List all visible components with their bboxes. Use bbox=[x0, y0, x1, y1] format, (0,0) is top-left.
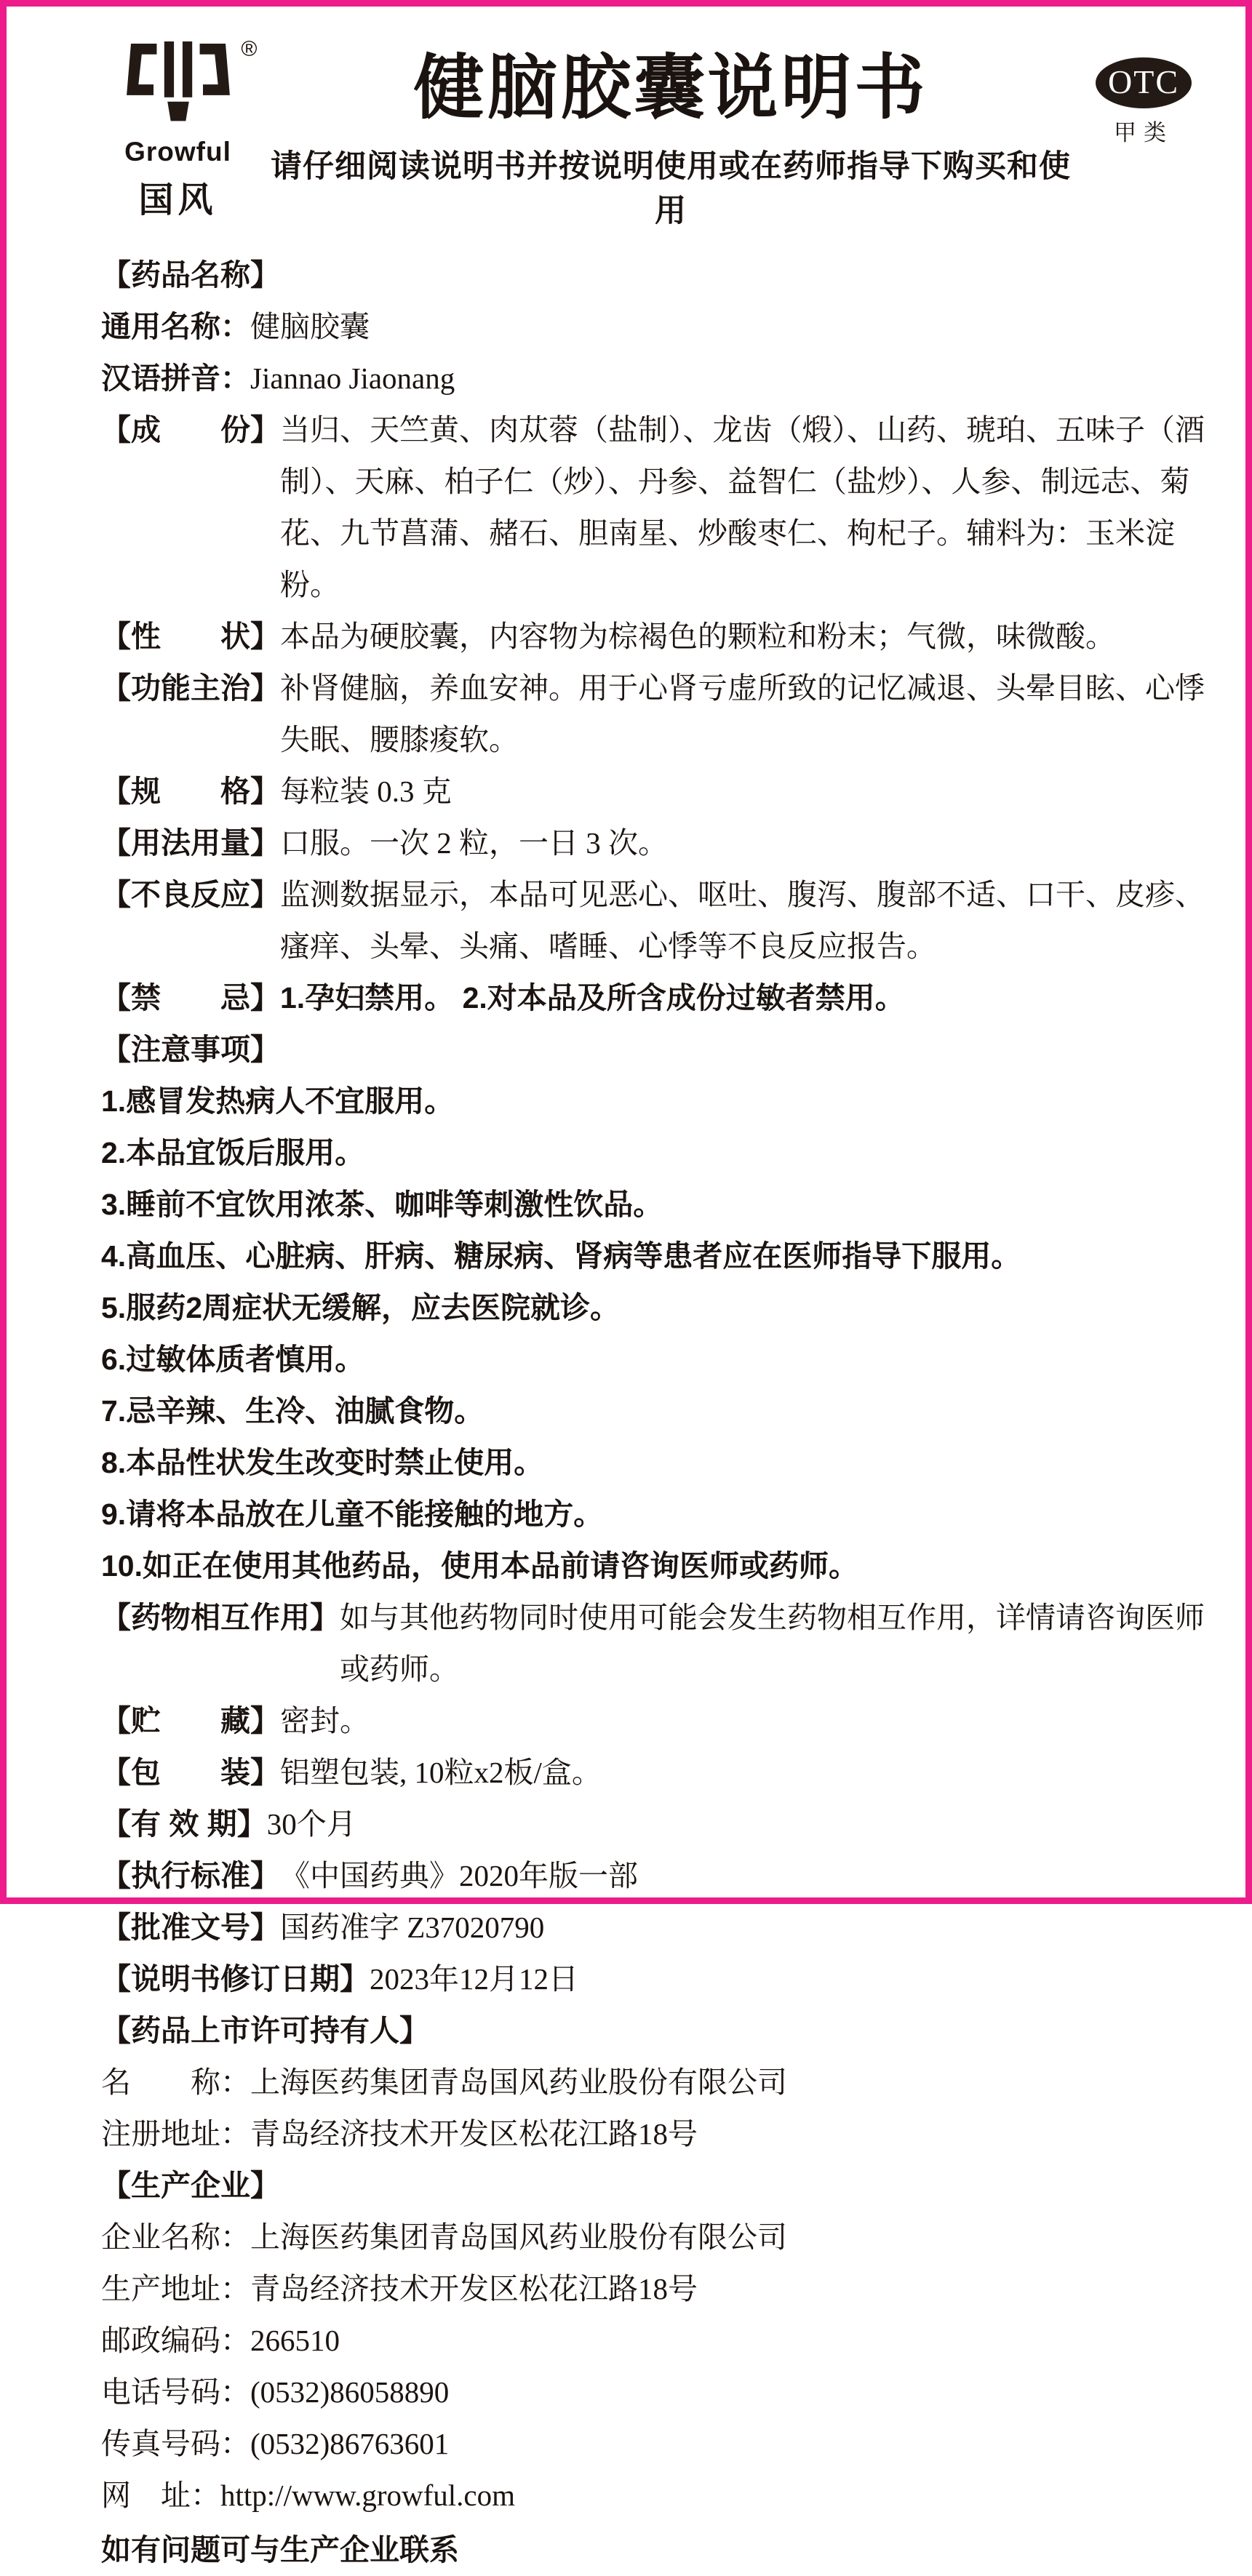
info-row bbox=[101, 2212, 1211, 2263]
otc-badge-icon: OTC bbox=[1096, 57, 1192, 108]
section-label: 【药品名称】 bbox=[101, 257, 280, 292]
section-label: 生产地址： bbox=[101, 2271, 250, 2305]
brand-logo bbox=[92, 37, 263, 222]
info-row bbox=[101, 2470, 1211, 2521]
page-subtitle: 请仔细阅读说明书并按说明使用或在药师指导下购买和使用 bbox=[271, 148, 1071, 228]
section-content: 上海医药集团青岛国风药业股份有限公司 bbox=[250, 2065, 787, 2099]
section-row bbox=[101, 1953, 1211, 2005]
section-heading bbox=[101, 1024, 1211, 1076]
section-label: 通用名称： bbox=[101, 309, 250, 343]
precaution-item bbox=[101, 1231, 1211, 1282]
section-label: 【贮 藏】 bbox=[101, 1703, 280, 1737]
section-content: 补肾健脑，养血安神。用于心肾亏虚所致的记忆减退、头晕目眩、心悸失眠、腰膝痠软。 bbox=[280, 671, 1205, 756]
section-content: 青岛经济技术开发区松花江路18号 bbox=[250, 2271, 698, 2305]
growful-logo-icon bbox=[124, 37, 258, 140]
section-content: 国药准字 Z37020790 bbox=[280, 1910, 545, 1944]
brand-name-cn: 国风 bbox=[138, 181, 218, 220]
section-label: 【药物相互作用】 bbox=[101, 1600, 340, 1634]
section-label: 【不良反应】 bbox=[101, 877, 280, 911]
otc-block bbox=[1078, 41, 1209, 147]
section-label: 【规 格】 bbox=[101, 774, 280, 808]
section-content: 3.睡前不宜饮用浓茶、咖啡等刺激性饮品。 bbox=[101, 1187, 663, 1221]
section-label: 网 址： bbox=[101, 2478, 220, 2512]
info-row bbox=[101, 2263, 1211, 2315]
section-label: 【包 装】 bbox=[101, 1755, 280, 1789]
precaution-item bbox=[101, 1437, 1211, 1489]
section-row bbox=[101, 1902, 1211, 1953]
section-label: 【用法用量】 bbox=[101, 825, 280, 860]
section-label: 【批准文号】 bbox=[101, 1910, 280, 1944]
section-row bbox=[101, 404, 1211, 611]
section-content: (0532)86058890 bbox=[250, 2375, 450, 2409]
title-block bbox=[263, 41, 1078, 231]
section-row bbox=[101, 1850, 1211, 1902]
section-row bbox=[101, 1592, 1211, 1695]
precaution-item bbox=[101, 1385, 1211, 1437]
info-row bbox=[101, 2108, 1211, 2160]
section-content: (0532)86763601 bbox=[250, 2426, 450, 2460]
info-row bbox=[101, 353, 1211, 404]
section-content: 1.感冒发热病人不宜服用。 bbox=[101, 1084, 455, 1118]
info-row bbox=[101, 2367, 1211, 2418]
info-row bbox=[101, 2057, 1211, 2108]
section-heading bbox=[101, 2160, 1211, 2212]
section-label: 【生产企业】 bbox=[101, 2168, 280, 2202]
section-label: 企业名称： bbox=[101, 2220, 250, 2254]
section-row bbox=[101, 1695, 1211, 1747]
leaflet-header bbox=[7, 7, 1245, 231]
section-label: 名 称： bbox=[101, 2065, 250, 2099]
section-label: 汉语拼音： bbox=[101, 361, 250, 395]
section-content: 8.本品性状发生改变时禁止使用。 bbox=[101, 1445, 544, 1479]
section-content: 30个月 bbox=[266, 1807, 356, 1841]
section-content: 当归、天竺黄、肉苁蓉（盐制）、龙齿（煅）、山药、琥珀、五味子（酒制）、天麻、柏子仁（炒）、丹参、益智仁（盐炒）、人参、制远志、菊花、九节菖蒲、赭石、胆南星、炒酸枣仁、枸杞子。辅料为：玉米淀粉。 bbox=[280, 412, 1205, 601]
footer-note bbox=[101, 2524, 1211, 2576]
section-heading bbox=[101, 2005, 1211, 2057]
section-label: 【有 效 期】 bbox=[101, 1807, 267, 1841]
section-row bbox=[101, 1747, 1211, 1799]
section-row bbox=[101, 766, 1211, 817]
section-content: 上海医药集团青岛国风药业股份有限公司 bbox=[250, 2220, 787, 2254]
section-content: http://www.growful.com bbox=[220, 2478, 516, 2512]
precaution-item bbox=[101, 1540, 1211, 1592]
section-row bbox=[101, 663, 1211, 766]
section-label: 【药品上市许可持有人】 bbox=[101, 2013, 429, 2047]
section-content: 7.忌辛辣、生冷、油腻食物。 bbox=[101, 1393, 485, 1428]
section-content: 密封。 bbox=[280, 1703, 370, 1737]
section-content: 青岛经济技术开发区松花江路18号 bbox=[250, 2116, 698, 2151]
section-label: 【成 份】 bbox=[101, 412, 280, 447]
section-label: 【性 状】 bbox=[101, 619, 280, 653]
section-label: 【说明书修订日期】 bbox=[101, 1961, 370, 1996]
precaution-item bbox=[101, 1076, 1211, 1127]
leaflet-sections bbox=[7, 231, 1245, 2576]
section-content: 10.如正在使用其他药品，使用本品前请咨询医师或药师。 bbox=[101, 1548, 858, 1583]
section-label: 注册地址： bbox=[101, 2116, 250, 2151]
page-title: 健脑胶囊说明书 bbox=[413, 48, 928, 127]
section-heading bbox=[101, 249, 1211, 301]
precaution-item bbox=[101, 1334, 1211, 1385]
section-row bbox=[101, 972, 1211, 1024]
section-content: 2023年12月12日 bbox=[370, 1961, 578, 1996]
section-content: 1.孕妇禁用。 2.对本品及所含成份过敏者禁用。 bbox=[280, 980, 905, 1015]
precaution-item bbox=[101, 1127, 1211, 1179]
section-content: 健脑胶囊 bbox=[250, 309, 370, 343]
info-row bbox=[101, 301, 1211, 353]
section-content: 口服。一次 2 粒，一日 3 次。 bbox=[280, 825, 668, 860]
section-content: 如有问题可与生产企业联系 bbox=[101, 2532, 459, 2567]
section-content: 6.过敏体质者慎用。 bbox=[101, 1342, 365, 1376]
section-label: 【注意事项】 bbox=[101, 1032, 280, 1066]
brand-name-en: Growful bbox=[124, 137, 231, 167]
precaution-item bbox=[101, 1282, 1211, 1334]
section-row bbox=[101, 611, 1211, 663]
section-label: 电话号码： bbox=[101, 2375, 250, 2409]
section-content: 监测数据显示，本品可见恶心、呕吐、腹泻、腹部不适、口干、皮疹、瘙痒、头晕、头痛、嗜睡、心悸等不良反应报告。 bbox=[280, 877, 1205, 963]
section-row bbox=[101, 1799, 1211, 1850]
section-label: 【功能主治】 bbox=[101, 671, 280, 705]
section-content: 铝塑包装, 10粒x2板/盒。 bbox=[280, 1755, 602, 1789]
precaution-item bbox=[101, 1179, 1211, 1231]
section-label: 【禁 忌】 bbox=[101, 980, 280, 1015]
otc-category: 甲类 bbox=[1114, 120, 1173, 145]
info-row bbox=[101, 2418, 1211, 2470]
section-content: 本品为硬胶囊，内容物为棕褐色的颗粒和粉末；气微，味微酸。 bbox=[280, 619, 1115, 653]
section-content: 4.高血压、心脏病、肝病、糖尿病、肾病等患者应在医师指导下服用。 bbox=[101, 1239, 1021, 1273]
section-content: 每粒装 0.3 克 bbox=[280, 774, 452, 808]
section-row bbox=[101, 869, 1211, 972]
section-content: 5.服药2周症状无缓解，应去医院就诊。 bbox=[101, 1290, 620, 1324]
section-content: 如与其他药物同时使用可能会发生药物相互作用，详情请咨询医师或药师。 bbox=[340, 1600, 1205, 1686]
section-content: 266510 bbox=[250, 2323, 340, 2357]
section-label: 传真号码： bbox=[101, 2426, 250, 2460]
section-content: 9.请将本品放在儿童不能接触的地方。 bbox=[101, 1497, 604, 1531]
registered-mark: ® bbox=[241, 37, 258, 61]
info-row bbox=[101, 2315, 1211, 2367]
section-content: Jiannao Jiaonang bbox=[250, 361, 455, 395]
section-label: 邮政编码： bbox=[101, 2323, 250, 2357]
precaution-item bbox=[101, 1489, 1211, 1540]
section-content: 《中国药典》2020年版一部 bbox=[280, 1858, 638, 1892]
section-content: 2.本品宜饭后服用。 bbox=[101, 1135, 365, 1169]
section-row bbox=[101, 817, 1211, 869]
section-label: 【执行标准】 bbox=[101, 1858, 280, 1892]
